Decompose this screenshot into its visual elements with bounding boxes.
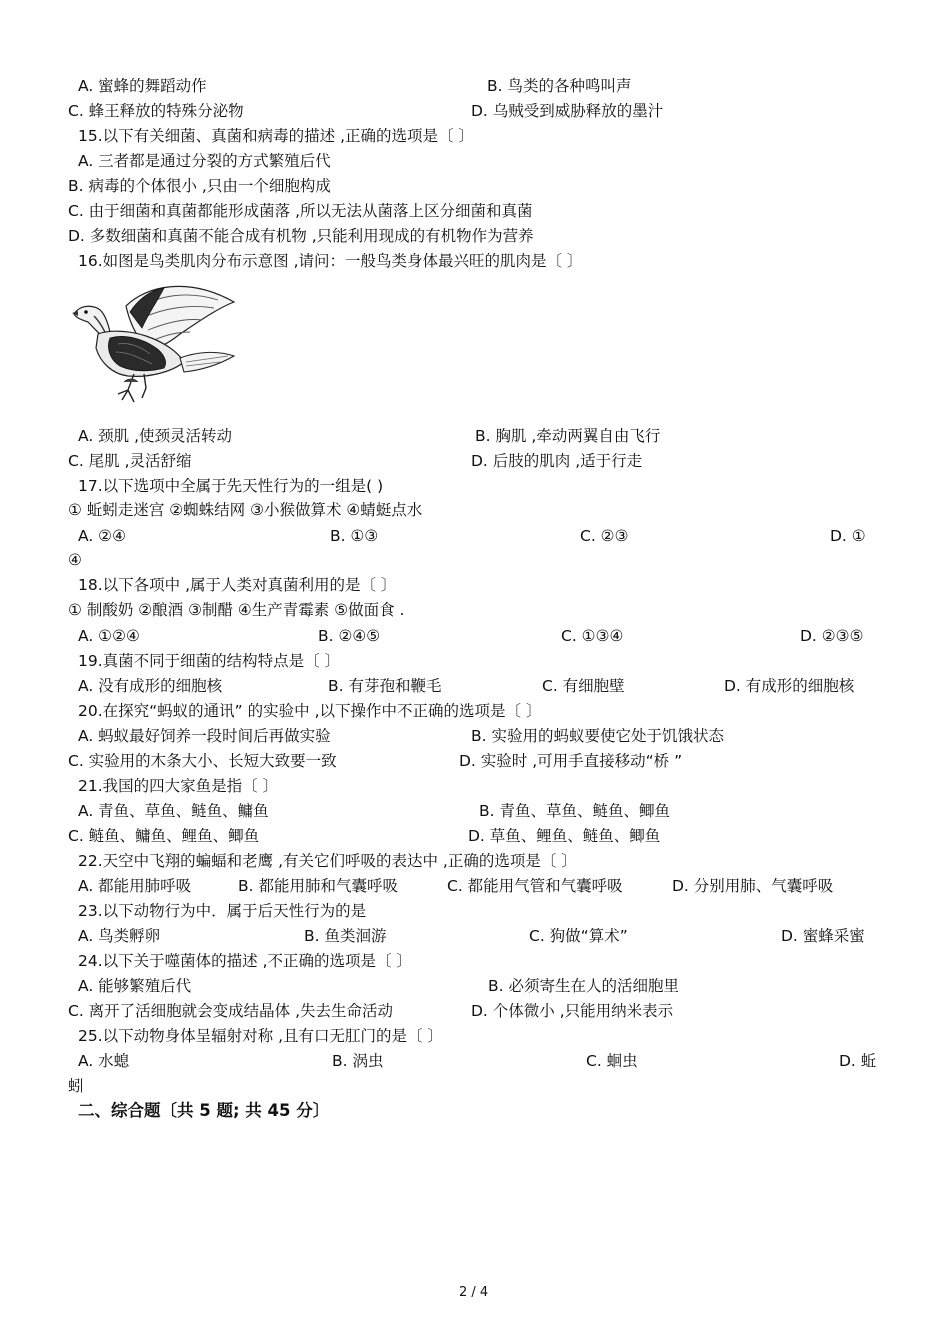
q24-option-c: C. 离开了活细胞就会变成结晶体 ,失去生命活动 (68, 1002, 394, 1020)
q22-option-d: D. 分别用肺、气囊呼吸 (672, 877, 834, 895)
q20-stem: 20.在探究“蚂蚁的通讯” 的实验中 ,以下操作中不正确的选项是〔 〕 (78, 702, 542, 720)
q20-option-b: B. 实验用的蚂蚁要使它处于饥饿状态 (471, 727, 724, 745)
q14-option-b: B. 鸟类的各种鸣叫声 (487, 77, 632, 95)
q16-option-c: C. 尾肌 ,灵活舒缩 (68, 452, 192, 470)
q23-option-b: B. 鱼类洄游 (304, 927, 387, 945)
q16-option-a: A. 颈肌 ,使颈灵活转动 (78, 427, 233, 445)
q24-option-b: B. 必须寄生在人的活细胞里 (488, 977, 679, 995)
q21-option-b: B. 青鱼、草鱼、鲢鱼、鲫鱼 (479, 802, 670, 820)
q22-option-b: B. 都能用肺和气囊呼吸 (238, 877, 398, 895)
q21-option-d: D. 草鱼、鲤鱼、鲢鱼、鲫鱼 (468, 827, 661, 845)
q22-option-c: C. 都能用气管和气囊呼吸 (447, 877, 623, 895)
q23-stem: 23.以下动物行为中．属于后天性行为的是 (78, 902, 367, 920)
q18-option-a: A. ①②④ (78, 627, 140, 645)
q21-option-a: A. 青鱼、草鱼、鲢鱼、鳙鱼 (78, 802, 269, 820)
q17-option-d: D. ① (830, 527, 866, 545)
q15-stem: 15.以下有关细菌、真菌和病毒的描述 ,正确的选项是〔 〕 (78, 127, 474, 145)
q16-option-d: D. 后肢的肌肉 ,适于行走 (471, 452, 643, 470)
q25-option-a: A. 水螅 (78, 1052, 130, 1070)
q14-option-c: C. 蜂王释放的特殊分泌物 (68, 102, 244, 120)
q14-option-a: A. 蜜蜂的舞蹈动作 (78, 77, 207, 95)
q19-option-b: B. 有芽孢和鞭毛 (328, 677, 442, 695)
q25-option-d-wrap: 蚓 (68, 1077, 84, 1095)
bird-tail (180, 352, 234, 372)
q17-stem: 17.以下选项中全属于先天性行为的一组是( ) (78, 477, 384, 495)
bird-legs (118, 374, 146, 402)
q18-option-c: C. ①③④ (561, 627, 624, 645)
q15-option-c: C. 由于细菌和真菌都能形成菌落 ,所以无法从菌落上区分细菌和真菌 (68, 202, 533, 220)
q25-stem: 25.以下动物身体呈辐射对称 ,且有口无肛门的是〔 〕 (78, 1027, 443, 1045)
q20-option-d: D. 实验时 ,可用手直接移动“桥 ” (459, 752, 683, 770)
q24-option-d: D. 个体微小 ,只能用纳米表示 (471, 1002, 674, 1020)
q15-option-d: D. 多数细菌和真菌不能合成有机物 ,只能利用现成的有机物作为营养 (68, 227, 534, 245)
q25-option-c: C. 蛔虫 (586, 1052, 638, 1070)
q20-option-a: A. 蚂蚁最好饲养一段时间后再做实验 (78, 727, 331, 745)
q18-option-d: D. ②③⑤ (800, 627, 864, 645)
q22-stem: 22.天空中飞翔的蝙蝠和老鹰 ,有关它们呼吸的表达中 ,正确的选项是〔 〕 (78, 852, 577, 870)
q23-option-d: D. 蜜蜂采蜜 (781, 927, 865, 945)
q21-stem: 21.我国的四大家鱼是指〔 〕 (78, 777, 279, 795)
q23-option-a: A. 鸟类孵卵 (78, 927, 161, 945)
q17-option-b: B. ①③ (330, 527, 379, 545)
q14-option-d: D. 乌贼受到威胁释放的墨汁 (471, 102, 664, 120)
page-number: 2 / 4 (459, 1285, 489, 1300)
q21-option-c: C. 鲢鱼、鳙鱼、鲤鱼、鲫鱼 (68, 827, 260, 845)
q19-option-a: A. 没有成形的细胞核 (78, 677, 223, 695)
q18-items: ① 制酸奶 ②酿酒 ③制醋 ④生产青霉素 ⑤做面食 . (68, 601, 405, 619)
q24-option-a: A. 能够繁殖后代 (78, 977, 192, 995)
q18-stem: 18.以下各项中 ,属于人类对真菌利用的是〔 〕 (78, 576, 397, 594)
q20-option-c: C. 实验用的木条大小、长短大致要一致 (68, 752, 337, 770)
q19-option-c: C. 有细胞壁 (542, 677, 625, 695)
q23-option-c: C. 狗做“算术” (529, 927, 628, 945)
q19-stem: 19.真菌不同于细菌的结构特点是〔 〕 (78, 652, 341, 670)
q19-option-d: D. 有成形的细胞核 (724, 677, 855, 695)
q16-stem: 16.如图是鸟类肌肉分布示意图 ,请问：一般鸟类身体最兴旺的肌肉是〔 〕 (78, 252, 583, 270)
q25-option-d: D. 蚯 (839, 1052, 877, 1070)
q17-items: ① 蚯蚓走迷宫 ②蜘蛛结网 ③小猴做算术 ④蜻蜓点水 (68, 501, 423, 519)
bird-muscle-figure (68, 278, 238, 410)
q16-option-b: B. 胸肌 ,牵动两翼自由飞行 (475, 427, 661, 445)
q24-stem: 24.以下关于噬菌体的描述 ,不正确的选项是〔 〕 (78, 952, 412, 970)
q25-option-b: B. 涡虫 (332, 1052, 384, 1070)
section-2-heading: 二、综合题〔共 5 题; 共 45 分〕 (78, 1101, 330, 1120)
q15-option-b: B. 病毒的个体很小 ,只由一个细胞构成 (68, 177, 331, 195)
q15-option-a: A. 三者都是通过分裂的方式繁殖后代 (78, 152, 331, 170)
q17-option-c: C. ②③ (580, 527, 629, 545)
q18-option-b: B. ②④⑤ (318, 627, 381, 645)
q17-option-d-wrap: ④ (68, 551, 82, 569)
q22-option-a: A. 都能用肺呼吸 (78, 877, 192, 895)
q17-option-a: A. ②④ (78, 527, 126, 545)
